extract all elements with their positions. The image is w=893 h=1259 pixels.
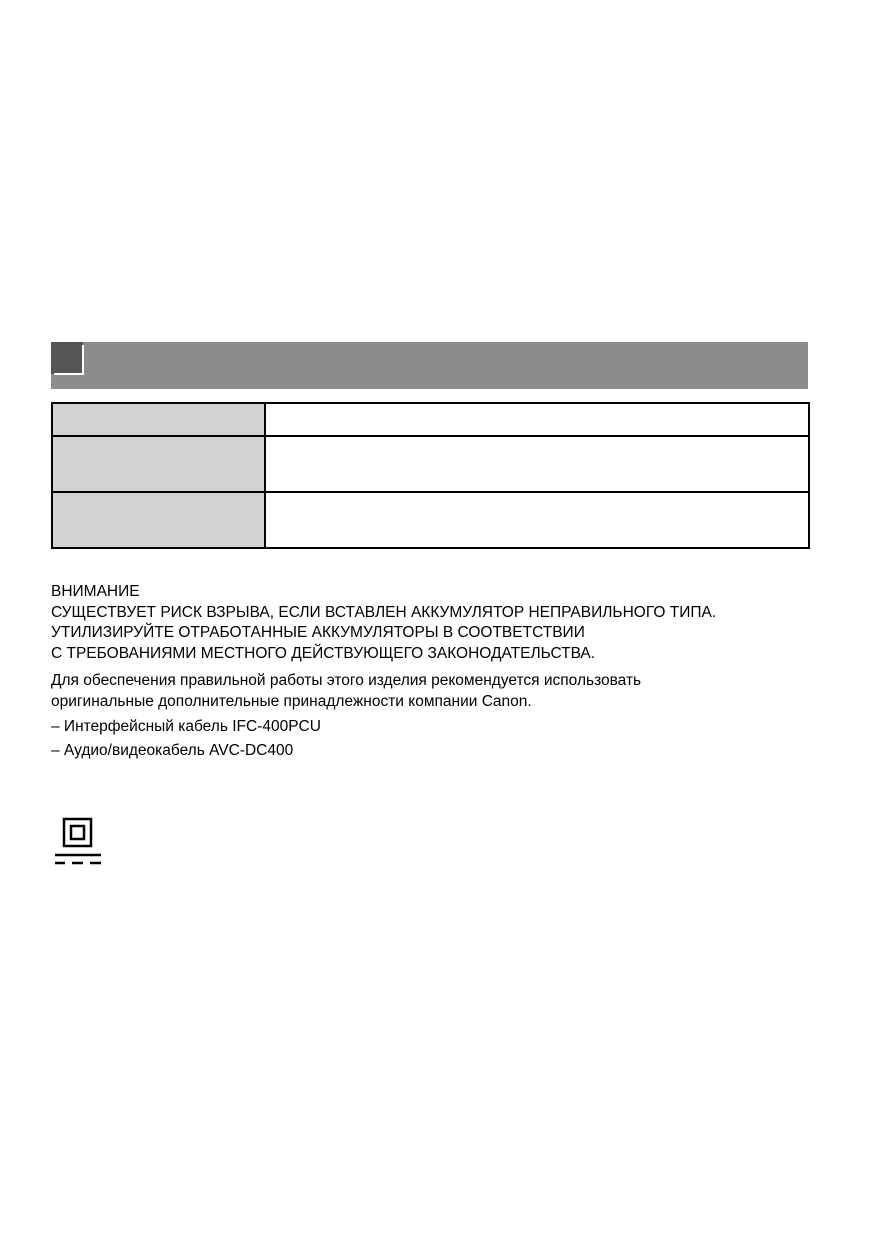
warning-line: СУЩЕСТВУЕТ РИСК ВЗРЫВА, ЕСЛИ ВСТАВЛЕН АККУМУЛЯТОР НЕПРАВИЛЬНОГО ТИПА. [51, 603, 717, 621]
table-row [52, 436, 809, 492]
table-label-cell [52, 492, 265, 548]
section-header-bar [51, 342, 808, 389]
warning-block [51, 582, 841, 664]
table-row [52, 492, 809, 548]
section-square-icon [51, 342, 87, 378]
double-insulation-dc-icon [53, 816, 105, 868]
accessory-item: – Интерфейсный кабель IFC-400PCU [51, 718, 321, 735]
table-value-cell [265, 403, 809, 436]
usage-line: оригинальные дополнительные принадлежности компании Canon. [51, 693, 532, 710]
usage-note [51, 670, 841, 761]
table-label-cell [52, 436, 265, 492]
table-value-cell [265, 492, 809, 548]
table-label-cell [52, 403, 265, 436]
warning-title: ВНИМАНИЕ [51, 583, 140, 600]
warning-line: С ТРЕБОВАНИЯМИ МЕСТНОГО ДЕЙСТВУЮЩЕГО ЗАКОНОДАТЕЛЬСТВА. [51, 644, 596, 662]
info-table [51, 402, 810, 549]
usage-line: Для обеспечения правильной работы этого изделия рекомендуется использовать [51, 672, 642, 689]
accessory-item: – Аудио/видеокабель AVC-DC400 [51, 742, 294, 759]
table-row [52, 403, 809, 436]
table-value-cell [265, 436, 809, 492]
warning-line: УТИЛИЗИРУЙТЕ ОТРАБОТАННЫЕ АККУМУЛЯТОРЫ В СООТВЕТСТВИИ [51, 624, 585, 641]
